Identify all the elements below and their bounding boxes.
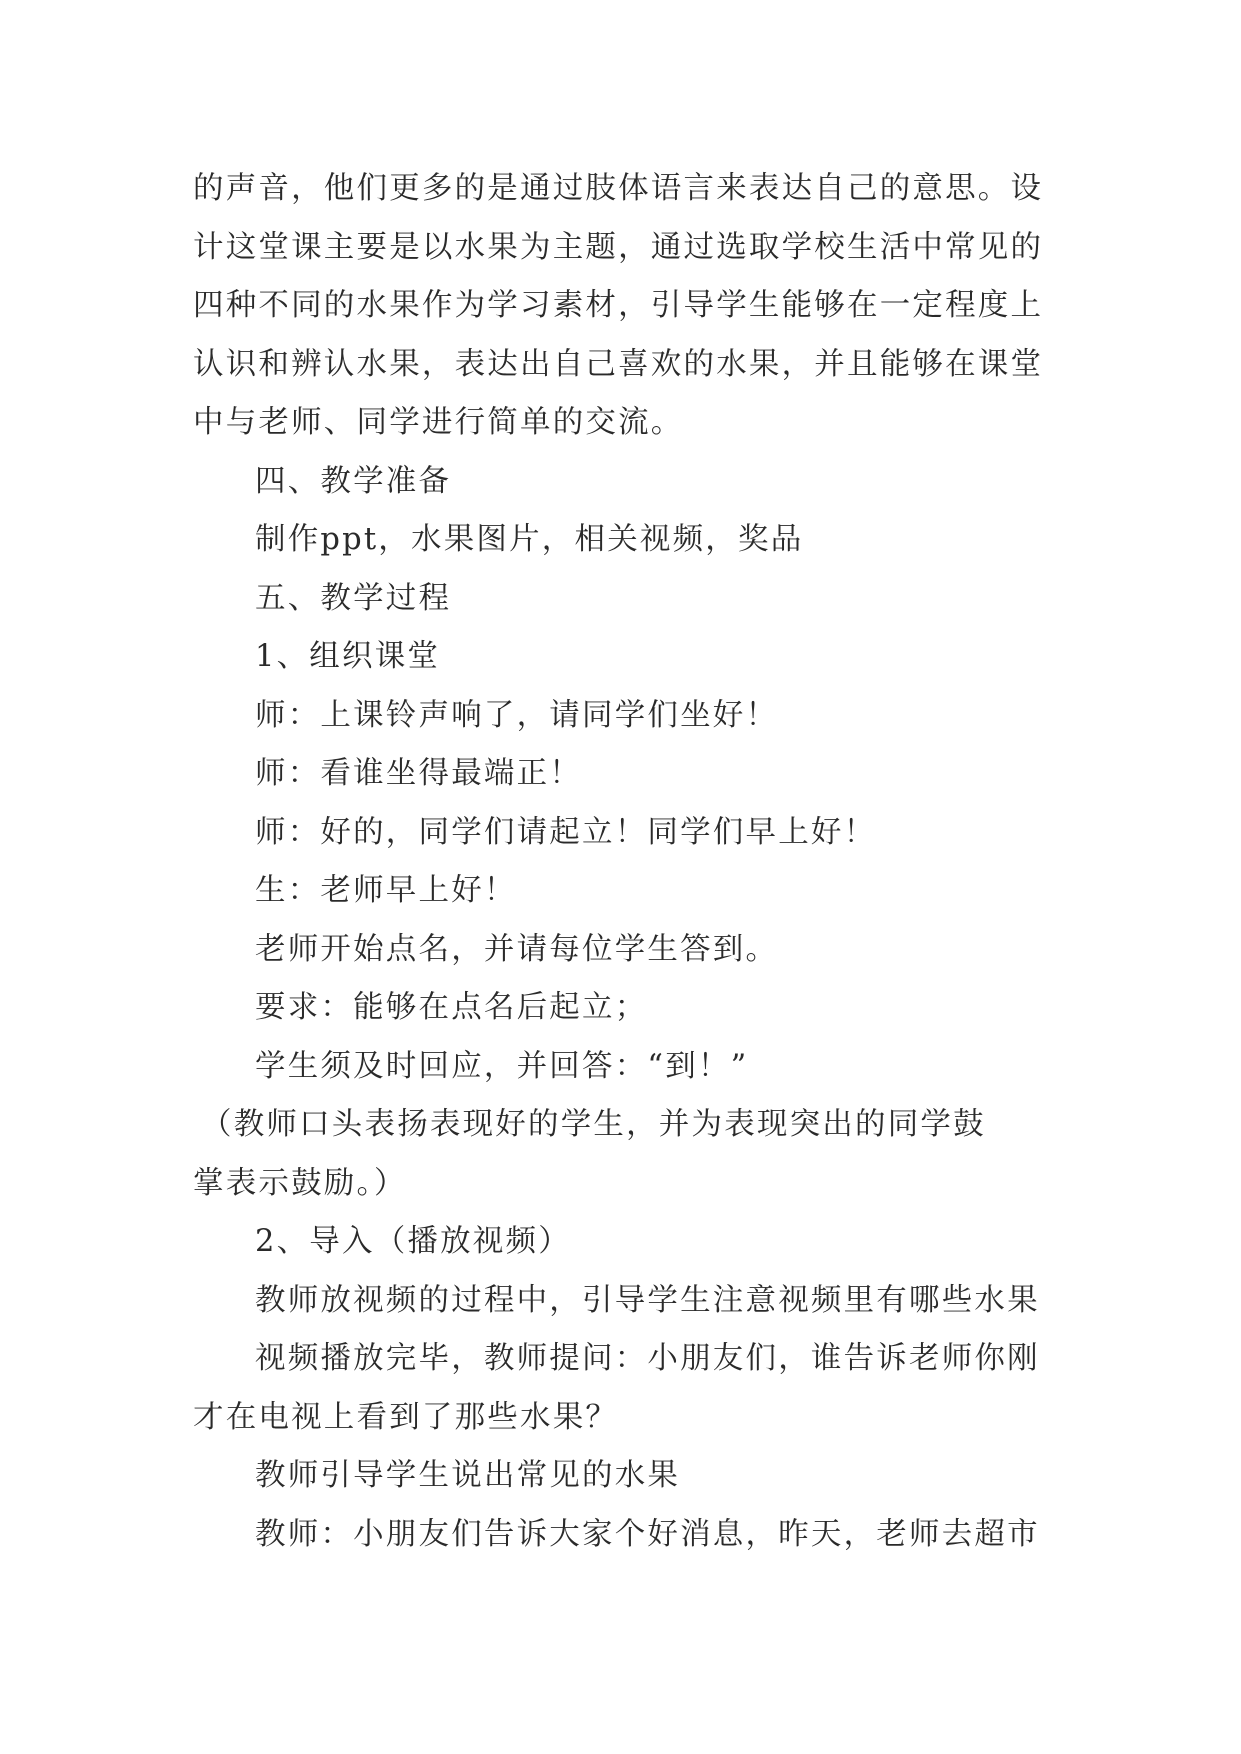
body-text: [193, 160, 1053, 1564]
text-line: 生：老师早上好！: [255, 873, 517, 908]
text-line: （教师口头表扬表现好的学生，并为表现突出的同学鼓: [201, 1107, 986, 1142]
text-line: 四种不同的水果作为学习素材，引导学生能够在一定程度上: [193, 288, 1044, 323]
text-line: 中与老师、同学进行简单的交流。: [193, 405, 684, 440]
text-line: 师：看谁坐得最端正！: [255, 756, 582, 791]
text-line: 计这堂课主要是以水果为主题，通过选取学校生活中常见的: [193, 229, 1044, 265]
text-line: 才在电视上看到了那些水果？: [193, 1399, 619, 1435]
text-line: 学生须及时回应，并回答：“到！”: [255, 1048, 749, 1084]
subsection-heading: 2、导入（播放视频）: [255, 1224, 571, 1259]
text-line: 师：好的，同学们请起立！同学们早上好！: [255, 814, 877, 850]
text-line: 教师引导学生说出常见的水果: [255, 1458, 681, 1493]
text-line: 教师放视频的过程中，引导学生注意视频里有哪些水果: [255, 1282, 1040, 1318]
text-line: 师：上课铃声响了，请同学们坐好！: [255, 697, 779, 733]
subsection-heading: 1、组织课堂: [255, 639, 441, 674]
section-heading: 四、教学准备: [255, 463, 452, 499]
text-line: 掌表示鼓励。）: [193, 1165, 407, 1201]
text-line: 教师：小朋友们告诉大家个好消息，昨天，老师去超市: [255, 1516, 1040, 1552]
text-line: 视频播放完毕，教师提问：小朋友们，谁告诉老师你刚: [255, 1341, 1040, 1376]
text-line: 认识和辨认水果，表达出自己喜欢的水果，并且能够在课堂: [193, 346, 1044, 382]
text-line: 的声音，他们更多的是通过肢体语言来表达自己的意思。设: [193, 171, 1044, 206]
section-heading: 五、教学过程: [255, 580, 452, 616]
text-line: 老师开始点名，并请每位学生答到。: [255, 931, 779, 967]
text-line: 要求：能够在点名后起立；: [255, 990, 648, 1025]
text-line: 制作ppt，水果图片，相关视频，奖品: [255, 522, 804, 557]
